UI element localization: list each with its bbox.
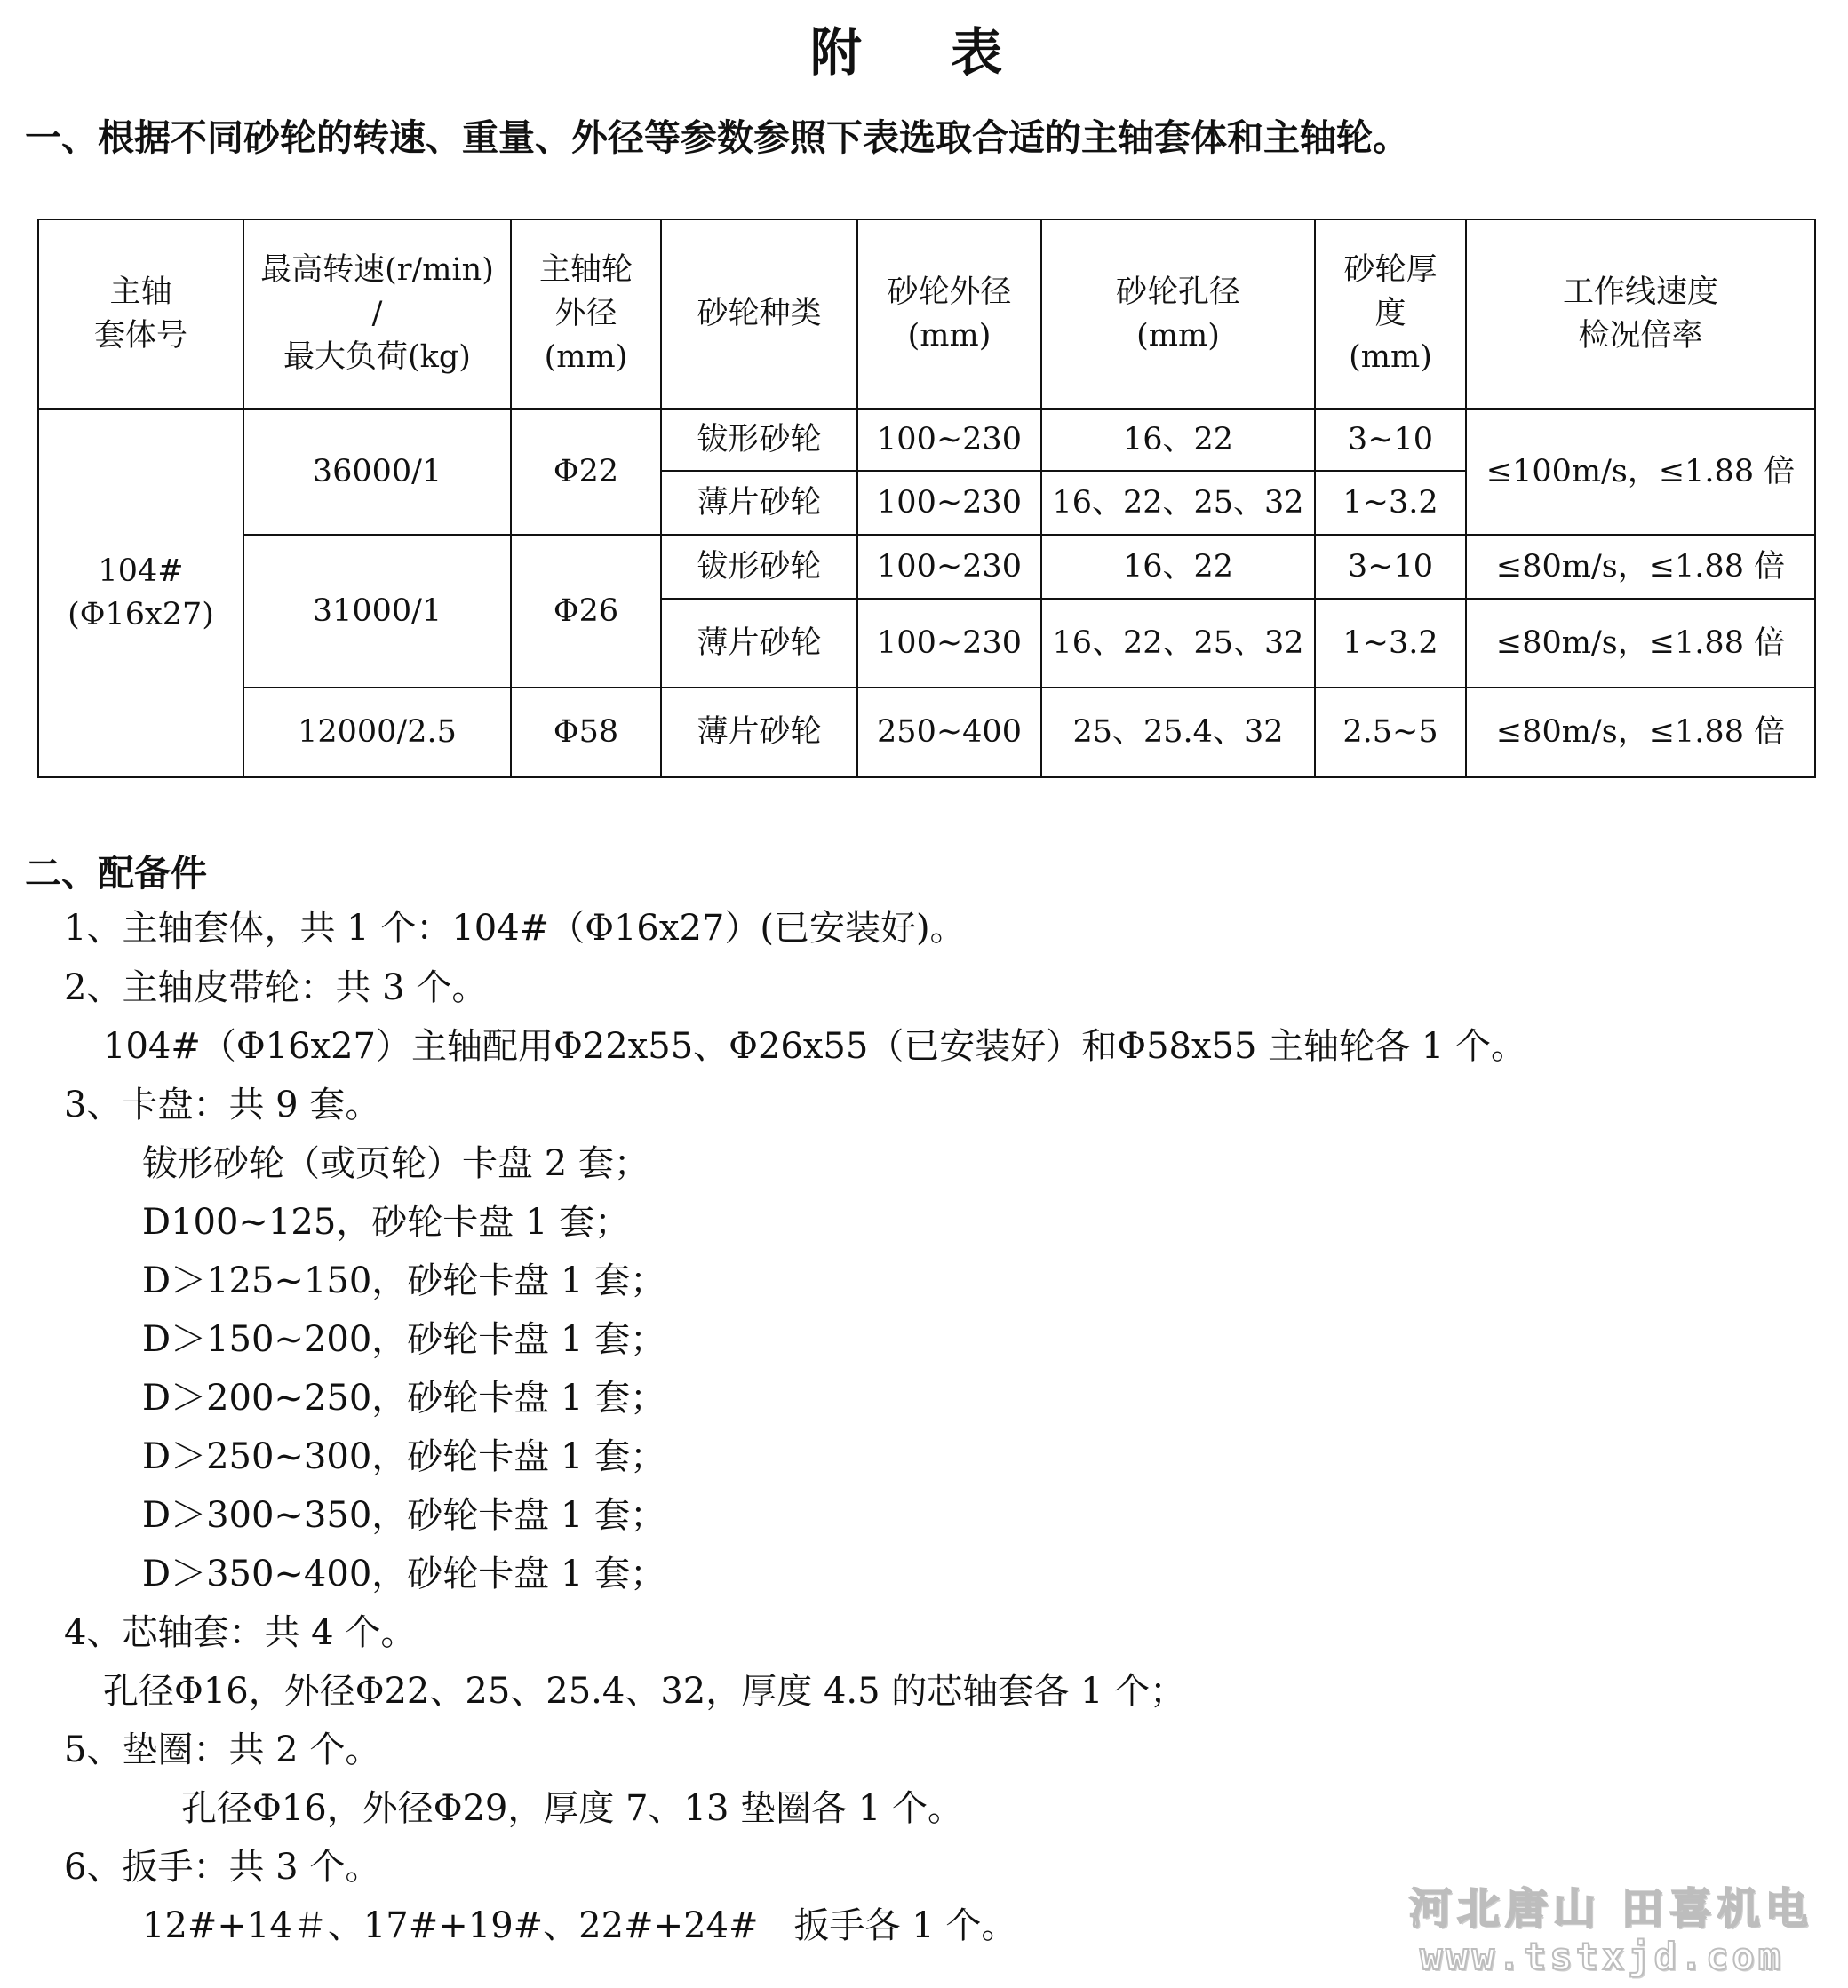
list-item: 孔径Φ16，外径Φ29，厚度 7、13 垫圈各 1 个。 (181, 1788, 964, 1829)
header-speed-load: 最高转速(r/min) / 最大负荷(kg) (243, 219, 511, 409)
wheel-type-cell: 薄片砂轮 (661, 599, 857, 688)
speed-ratio-cell: ≤80m/s，≤1.88 倍 (1466, 535, 1815, 599)
thickness-cell: 2.5~5 (1315, 688, 1466, 777)
bore-cell: 16、22 (1041, 409, 1315, 471)
pulley-cell: Φ58 (511, 688, 661, 777)
page-title: 附 表 (809, 22, 1039, 83)
thickness-cell: 1~3.2 (1315, 599, 1466, 688)
thickness-cell: 3~10 (1315, 409, 1466, 471)
list-item: 104#（Φ16x27）主轴配用Φ22x55、Φ26x55（已安装好）和Φ58x55 主轴轮各 1 个。 (103, 1026, 1527, 1067)
list-item: 6、扳手：共 3 个。 (64, 1847, 381, 1888)
list-item: 3、卡盘：共 9 套。 (64, 1085, 381, 1125)
speed-load-cell: 12000/2.5 (243, 688, 511, 777)
pulley-cell: Φ22 (511, 409, 661, 535)
watermark-url: www.tstxjd.com (1420, 1935, 1785, 1978)
header-thickness: 砂轮厚 度 (mm) (1315, 219, 1466, 409)
speed-load-cell: 31000/1 (243, 535, 511, 688)
table-header-row (38, 219, 1815, 409)
outer-diameter-cell: 100~230 (857, 471, 1041, 535)
header-spindle: 主轴 套体号 (38, 219, 243, 409)
header-bore: 砂轮孔径 (mm) (1041, 219, 1315, 409)
watermark-company: 河北唐山 田喜机电 (1409, 1884, 1813, 1934)
speed-ratio-cell: ≤80m/s，≤1.88 倍 (1466, 688, 1815, 777)
header-pulley-diameter: 主轴轮 外径 (mm) (511, 219, 661, 409)
list-item: D＞150~200，砂轮卡盘 1 套； (142, 1319, 666, 1360)
wheel-type-cell: 薄片砂轮 (661, 688, 857, 777)
wheel-type-cell: 钹形砂轮 (661, 409, 857, 471)
speed-load-cell: 36000/1 (243, 409, 511, 535)
table-row (38, 535, 1815, 599)
speed-ratio-cell: ≤80m/s，≤1.88 倍 (1466, 599, 1815, 688)
list-item: D100~125，砂轮卡盘 1 套； (142, 1202, 631, 1243)
list-item: D＞250~300，砂轮卡盘 1 套； (142, 1436, 666, 1477)
outer-diameter-cell: 100~230 (857, 599, 1041, 688)
list-item: 12#+14＃、17#+19#、22#+24# 扳手各 1 个。 (142, 1905, 1017, 1946)
intro-paragraph: 一、根据不同砂轮的转速、重量、外径等参数参照下表选取合适的主轴套体和主轴轮。 (25, 116, 1409, 159)
list-item: 钹形砂轮（或页轮）卡盘 2 套； (142, 1143, 649, 1184)
bore-cell: 16、22、25、32 (1041, 471, 1315, 535)
list-item: D＞300~350，砂轮卡盘 1 套； (142, 1495, 666, 1536)
outer-diameter-cell: 100~230 (857, 535, 1041, 599)
wheel-type-cell: 薄片砂轮 (661, 471, 857, 535)
list-item: D＞200~250，砂轮卡盘 1 套； (142, 1378, 666, 1419)
list-item: 5、垫圈：共 2 个。 (64, 1730, 381, 1770)
thickness-cell: 3~10 (1315, 535, 1466, 599)
header-outer-diameter: 砂轮外径 (mm) (857, 219, 1041, 409)
table-row (38, 409, 1815, 471)
outer-diameter-cell: 100~230 (857, 409, 1041, 471)
table-row (38, 688, 1815, 777)
list-item: 1、主轴套体，共 1 个：104#（Φ16x27）(已安装好)。 (64, 908, 966, 949)
outer-diameter-cell: 250~400 (857, 688, 1041, 777)
speed-ratio-cell: ≤100m/s，≤1.88 倍 (1466, 409, 1815, 535)
bore-cell: 16、22、25、32 (1041, 599, 1315, 688)
list-item: 4、芯轴套：共 4 个。 (64, 1612, 417, 1653)
spindle-id-cell: 104# (Φ16x27) (38, 409, 243, 777)
header-speed-ratio: 工作线速度 检况倍率 (1466, 219, 1815, 409)
thickness-cell: 1~3.2 (1315, 471, 1466, 535)
list-item: D＞125~150，砂轮卡盘 1 套； (142, 1260, 666, 1301)
section-heading-accessories: 二、配备件 (25, 852, 207, 895)
bore-cell: 16、22 (1041, 535, 1315, 599)
pulley-cell: Φ26 (511, 535, 661, 688)
bore-cell: 25、25.4、32 (1041, 688, 1315, 777)
list-item: 孔径Φ16，外径Φ22、25、25.4、32，厚度 4.5 的芯轴套各 1 个； (103, 1671, 1186, 1712)
spindle-selection-table (37, 219, 1816, 778)
wheel-type-cell: 钹形砂轮 (661, 535, 857, 599)
list-item: 2、主轴皮带轮：共 3 个。 (64, 967, 488, 1008)
header-wheel-type: 砂轮种类 (661, 219, 857, 409)
list-item: D＞350~400，砂轮卡盘 1 套； (142, 1554, 666, 1594)
